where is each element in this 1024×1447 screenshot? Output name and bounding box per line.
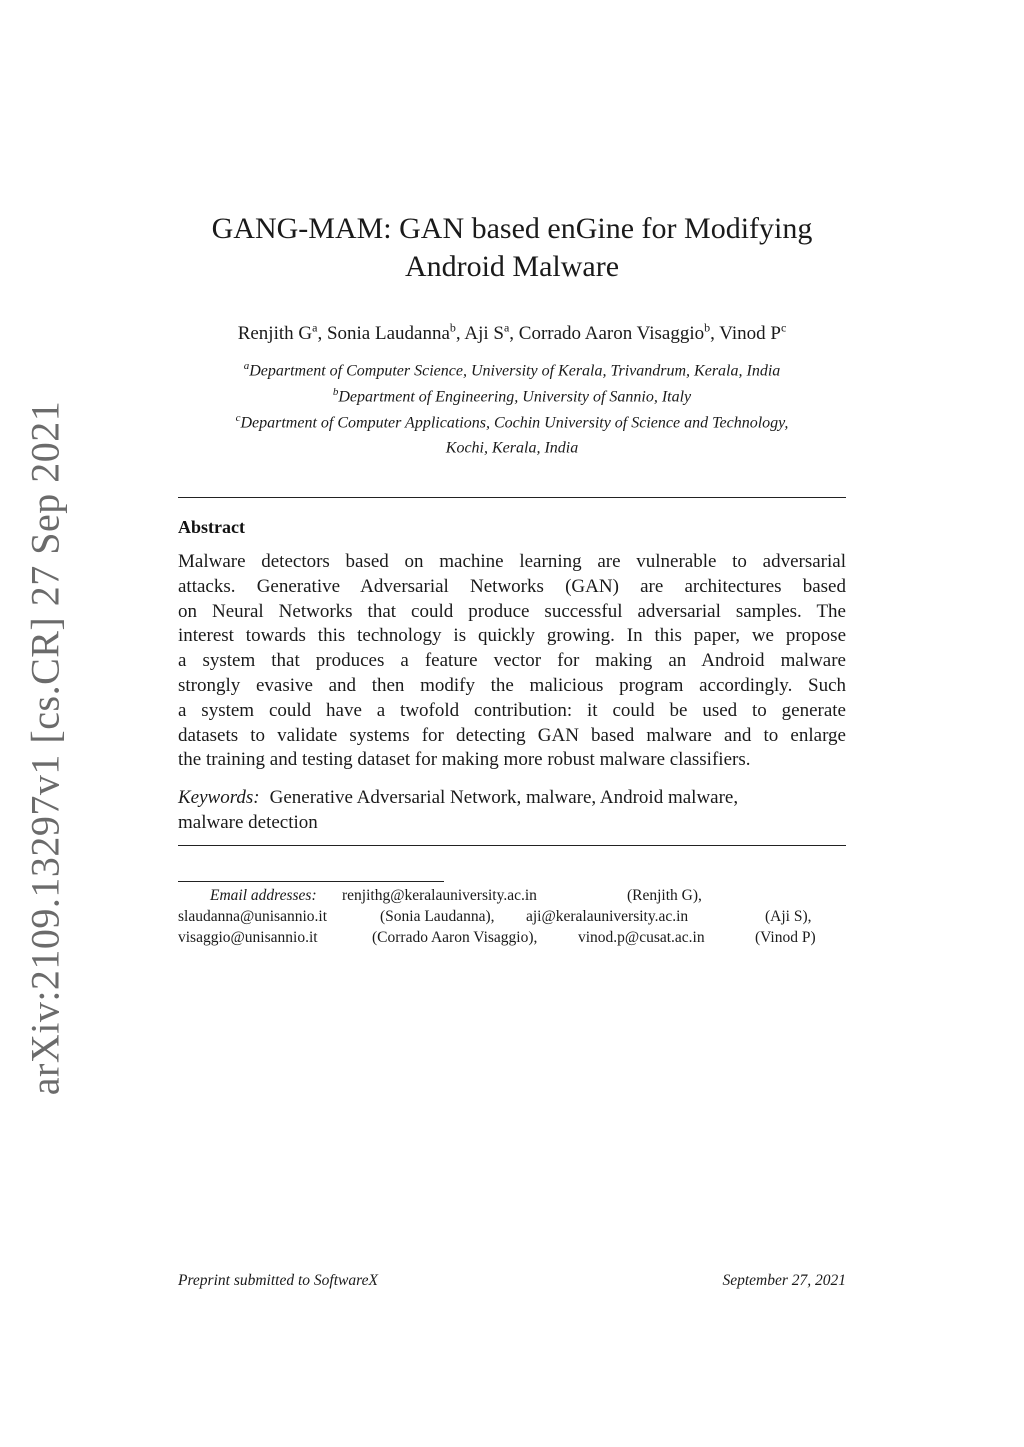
abstract-line: a system could have a twofold contribution: it could be used to generate xyxy=(178,699,846,721)
abstract-heading: Abstract xyxy=(178,517,245,537)
abstract-top-rule xyxy=(178,497,846,498)
abstract-line: Malware detectors based on machine learning are vulnerable to adversarial xyxy=(178,551,846,572)
preprint-date: September 27, 2021 xyxy=(722,1272,846,1289)
keywords-line-1: Generative Adversarial Network, malware, Android malware, xyxy=(269,787,739,808)
author: Corrado Aaron Visaggio$^b$, xyxy=(518,321,720,345)
abstract-body xyxy=(178,550,846,773)
affiliation-list xyxy=(170,356,854,459)
footnote-rule xyxy=(178,881,444,882)
affiliation-c-continued: Kochi, Kerala, India xyxy=(445,439,579,457)
author-aji: (Aji S), xyxy=(765,908,812,925)
preprint-note: Preprint submitted to SoftwareX xyxy=(178,1272,378,1289)
footnote-line-1 xyxy=(178,885,846,906)
abstract-line: a system that produces a feature vector for making an Android malware xyxy=(178,650,846,672)
keywords-label: Keywords: xyxy=(178,787,260,808)
affiliation-c: $^c$Department of Computer Applications, Cochin University of Science and Technology, xyxy=(235,411,789,431)
arxiv-identifier-stamp: arXiv:2109.13297v1 [cs.CR] 27 Sep 2021 xyxy=(22,400,68,1096)
email-renjith[interactable]: renjithg@keralauniversity.ac.in xyxy=(342,887,537,904)
footnote-line-2 xyxy=(178,906,846,927)
author-list xyxy=(150,316,874,346)
author: Renjith $G^a$, xyxy=(237,321,327,345)
paper-title xyxy=(178,210,846,286)
abstract-line: on Neural Networks that could produce successful adversarial samples. The xyxy=(178,600,846,622)
email-aji[interactable]: aji@keralauniversity.ac.in xyxy=(526,908,689,925)
footnote-line-3 xyxy=(178,927,846,948)
abstract-line: interest towards this technology is quickly growing. In this paper, we propose xyxy=(178,625,846,647)
author: Vinod $P^c$ xyxy=(719,321,787,345)
email-footnote xyxy=(178,885,846,948)
email-addresses-label: Email addresses: xyxy=(210,887,317,904)
author: Sonia Laudanna$^b$, xyxy=(326,321,465,345)
email-vinod[interactable]: vinod.p@cusat.ac.in xyxy=(578,929,705,946)
affiliation-a: $^a$Department of Computer Science, University of Kerala, Trivandrum, Kerala, India xyxy=(243,360,781,380)
abstract-line: attacks. Generative Adversarial Networks (GAN) are architectures based xyxy=(178,575,846,597)
keywords-line-2: malware detection xyxy=(178,811,318,833)
abstract-bottom-rule xyxy=(178,845,846,846)
email-visaggio[interactable]: visaggio@unisannio.it xyxy=(178,929,318,946)
author: Aji $S^a$, xyxy=(464,321,519,345)
affiliation-b: $^b$Department of Engineering, University of Sannio, Italy xyxy=(332,385,692,406)
author-renjith: (Renjith G), xyxy=(627,887,702,904)
abstract-line: the training and testing dataset for making more robust malware classifiers. xyxy=(178,749,751,771)
email-sonia[interactable]: slaudanna@unisannio.it xyxy=(178,908,328,925)
title-line-2: Android Malware xyxy=(404,250,620,283)
abstract-line: datasets to validate systems for detecting GAN based malware and to enlarge xyxy=(178,724,846,746)
abstract-line: strongly evasive and then modify the malicious program accordingly. Such xyxy=(178,674,846,696)
keywords xyxy=(178,786,846,836)
title-line-1: GANG-MAM: GAN based enGine for Modifying xyxy=(211,212,813,245)
author-sonia: (Sonia Laudanna), xyxy=(380,908,495,925)
author-vinod: (Vinod P) xyxy=(755,929,816,946)
author-visaggio: (Corrado Aaron Visaggio), xyxy=(372,929,538,946)
